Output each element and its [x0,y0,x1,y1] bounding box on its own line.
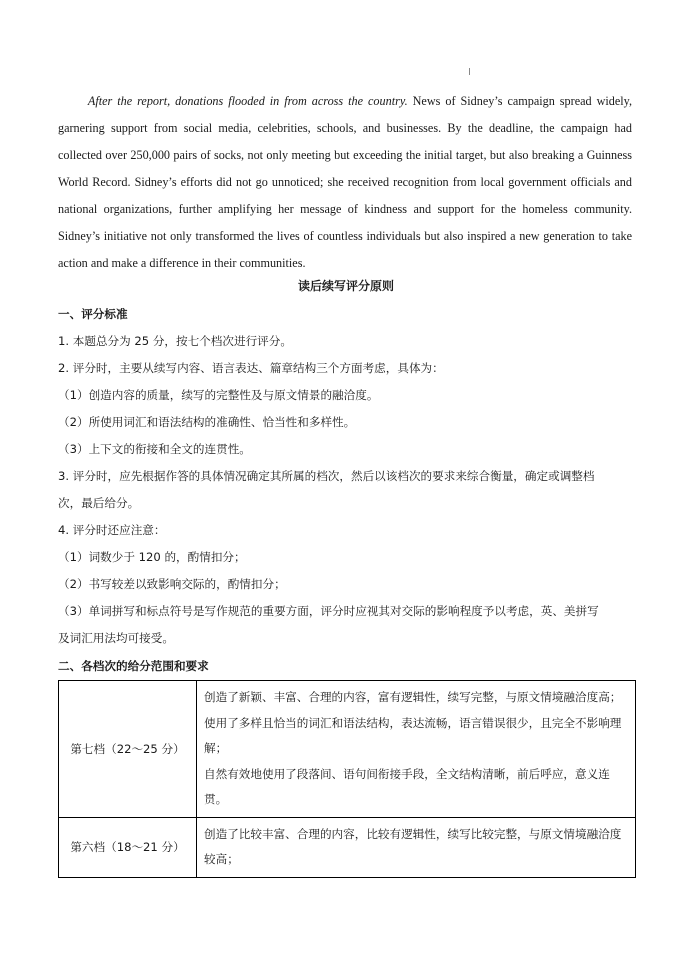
paragraph-body: News of Sidney’s campaign spread widely, garnering support from social media, celebrities, schools, and businesses. By the deadline, the campaign had collected over 250,000 pairs of socks, not only meeting but exceeding the initial target, but also breaking a Guinness World Record. Sidney’s efforts did not go unnoticed; she received recognition from local government officials and national organizations, further amplifying her message of kindness and support for the homeless community. Sidney’s initiative not only transformed the lives of countless individuals but also inspired a new generation to take action and make a difference in their communities. [58,94,633,270]
table-row [59,817,636,877]
rule-line: 次，最后给分。 [58,496,140,510]
rule-line: 及词汇用法均可接受。 [58,631,174,645]
grading-table [58,680,636,878]
rule-line: （3）单词拼写和标点符号是写作规范的重要方面，评分时应视其对交际的影响程度予以考虑，英、美拼写 [58,604,599,618]
description-line: 创造了新颖、丰富、合理的内容，富有逻辑性，续写完整，与原文情境融洽度高； [204,690,622,704]
rule-line: 4. 评分时还应注意： [58,523,166,537]
description-cell [197,681,636,818]
rule-line: （3）上下文的衔接和全文的连贯性。 [58,442,251,456]
section1-heading: 一、评分标准 [58,307,128,321]
level-cell: 第六档（18～21 分） [59,817,197,877]
rule-line: （2）书写较差以致影响交际的，酌情扣分； [58,577,286,591]
rule-line: （2）所使用词汇和语法结构的准确性、恰当性和多样性。 [58,415,356,429]
rule-line: 2. 评分时，主要从续写内容、语言表达、篇章结构三个方面考虑，具体为： [58,361,444,375]
rule-line: 1. 本题总分为 25 分，按七个档次进行评分。 [58,334,292,348]
description-line: 创造了比较丰富、合理的内容，比较有逻辑性，续写比较完整，与原文情境融洽度较高； [204,826,622,866]
header-mark [469,68,470,75]
rule-line: （1）创造内容的质量，续写的完整性及与原文情景的融洽度。 [58,388,379,402]
description-cell [197,817,636,877]
page-title: 读后续写评分原则 [297,279,394,293]
description-line: 自然有效地使用了段落间、语句间衔接手段，全文结构清晰，前后呼应，意义连贯。 [204,766,610,806]
section2-heading: 二、各档次的给分范围和要求 [58,659,209,673]
rule-line: 3. 评分时，应先根据作答的具体情况确定其所属的档次，然后以该档次的要求来综合衡量，确定或调整档 [58,469,595,483]
italic-lead-sentence: After the report, donations flooded in from across the country. [87,94,408,108]
level-cell: 第七档（22～25 分） [59,681,197,818]
table-row [59,681,636,818]
story-paragraph [58,88,632,277]
description-line: 使用了多样且恰当的词汇和语法结构，表达流畅，语言错误很少，且完全不影响理解； [204,715,622,755]
rule-line: （1）词数少于 120 的，酌情扣分； [58,550,246,564]
